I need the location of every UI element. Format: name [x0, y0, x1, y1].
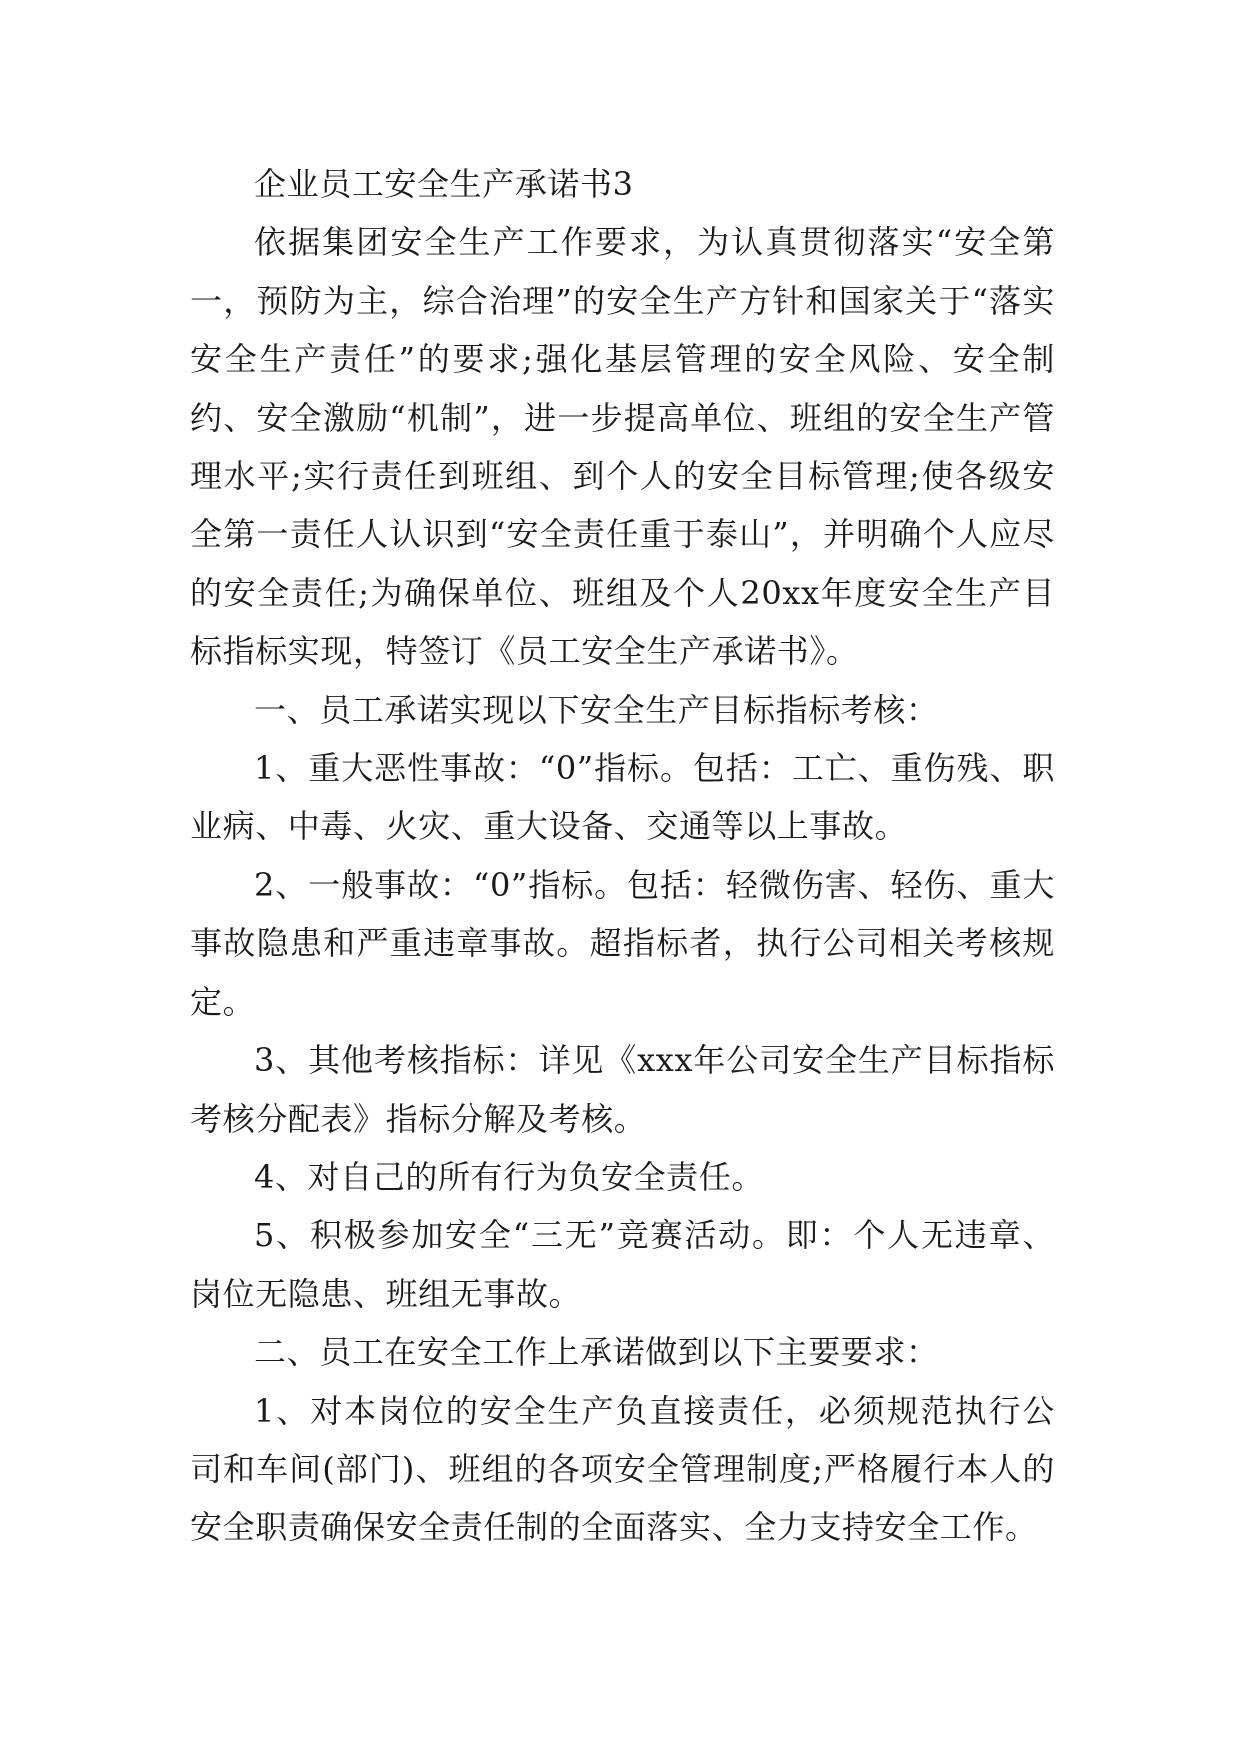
document-page	[190, 155, 1055, 1557]
paragraph-item-1-1: 1、重大恶性事故：“0”指标。包括：工亡、重伤残、职业病、中毒、火灾、重大设备、交通等以上事故。	[190, 749, 1055, 846]
paragraph-item-1-3: 3、其他考核指标：详见《xxx年公司安全生产目标指标考核分配表》指标分解及考核。	[190, 1041, 1055, 1138]
paragraph-item-1-5: 5、积极参加安全“三无”竞赛活动。即：个人无违章、岗位无隐患、班组无事故。	[190, 1216, 1055, 1313]
paragraph-item-1-2: 2、一般事故：“0”指标。包括：轻微伤害、轻伤、重大事故隐患和严重违章事故。超指标者，执行公司相关考核规定。	[190, 865, 1055, 1021]
paragraph-intro: 依据集团安全生产工作要求，为认真贯彻落实“安全第一，预防为主，综合治理”的安全生产方针和国家关于“落实安全生产责任”的要求;强化基层管理的安全风险、安全制约、安全激励“机制”，进一步提高单位、班组的安全生产管理水平;实行责任到班组、到个人的安全目标管理;使各级安全第一责任人认识到“安全责任重于泰山”，并明确个人应尽的安全责任;为确保单位、班组及个人20xx年度安全生产目标指标实现，特签订《员工安全生产承诺书》。	[190, 223, 1055, 671]
paragraph-item-1-4: 4、对自己的所有行为负安全责任。	[254, 1157, 764, 1196]
paragraph-item-2-1: 1、对本岗位的安全生产负直接责任，必须规范执行公司和车间(部门)、班组的各项安全管理制度;严格履行本人的安全职责确保安全责任制的全面落实、全力支持安全工作。	[190, 1391, 1055, 1547]
section-heading-1: 一、员工承诺实现以下安全生产目标指标考核：	[254, 690, 939, 729]
section-heading-2: 二、员工在安全工作上承诺做到以下主要要求：	[254, 1333, 939, 1372]
document-title: 企业员工安全生产承诺书3	[254, 165, 634, 203]
